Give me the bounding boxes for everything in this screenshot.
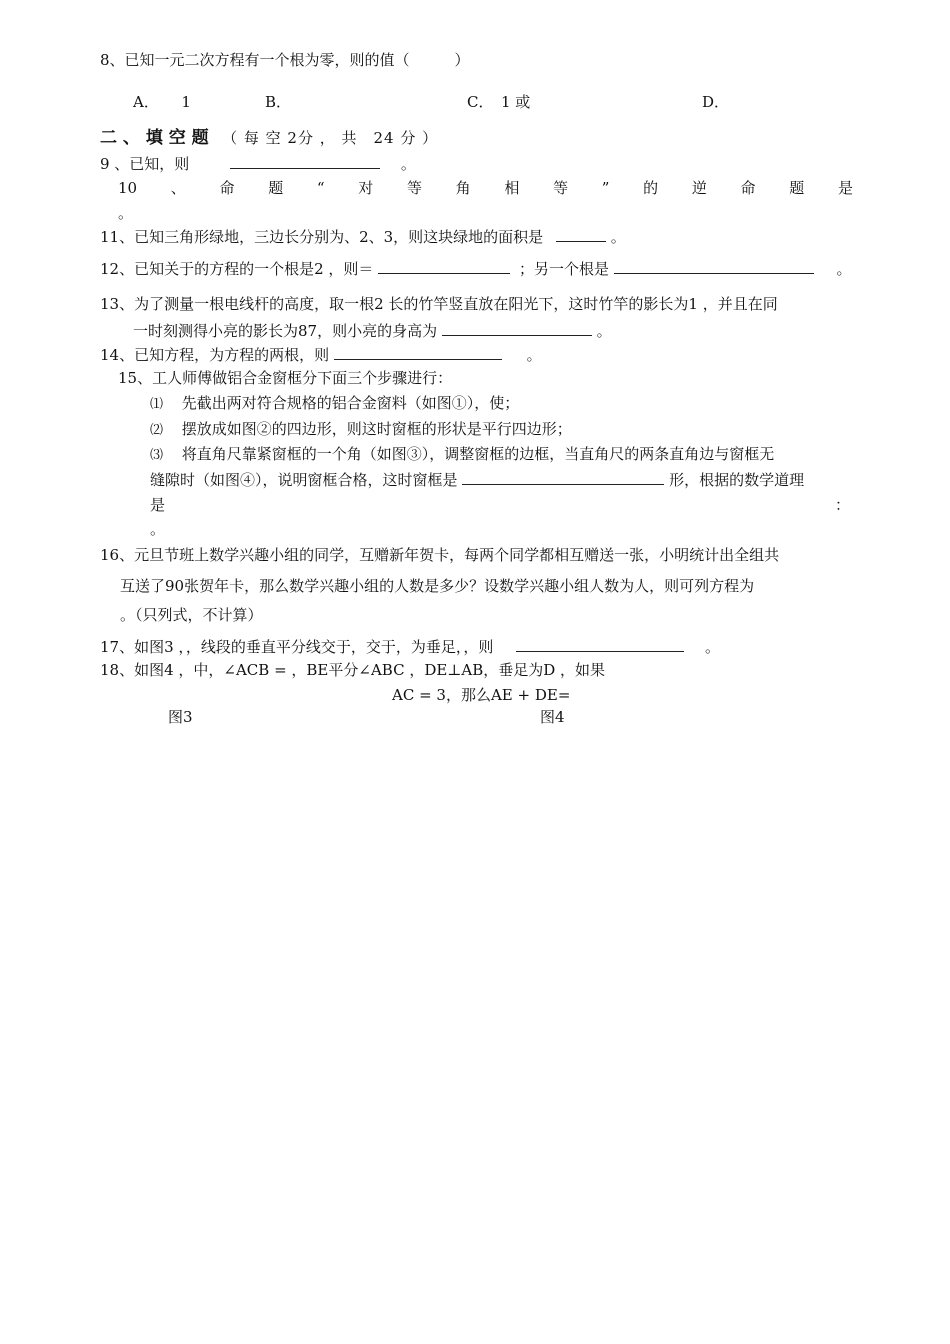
q15-step-3-line-2 — [150, 469, 804, 490]
q15-step-3-number: ⑶ — [150, 448, 164, 463]
q10-part: 等 — [406, 179, 422, 197]
figure-4-caption: 图4 — [540, 708, 565, 726]
q10-part: 对 — [358, 179, 374, 197]
question-12 — [100, 258, 852, 279]
question-18: 18、如图4 ，中，∠ACB = ，BE平分∠ABC ，DE⊥AB，垂足为D ，如果 — [100, 661, 606, 679]
q11-text: 11、已知三角形绿地，三边长分别为、2、3，则这块绿地的面积是 — [100, 228, 544, 246]
q8-option-a: A． 1 — [133, 93, 191, 111]
q10-part: 是 — [837, 179, 853, 197]
q17-answer-blank[interactable] — [516, 636, 684, 652]
q15-step-1-number: ⑴ — [150, 397, 164, 412]
q15-step-3c-text: 是 — [150, 496, 166, 514]
q13-answer-blank[interactable] — [442, 320, 592, 336]
question-13-line-2 — [133, 320, 612, 341]
q10-part: “ — [316, 179, 325, 197]
question-16-line-3: 。（只列式，不计算） — [120, 606, 263, 624]
q14-text: 14、已知方程，为方程的两根，则 — [100, 346, 330, 364]
q15-step-3b-text: 缝隙时（如图④），说明窗框合格，这时窗框是 — [150, 471, 458, 489]
q10-end: 。 — [118, 204, 134, 222]
q17-end: 。 — [704, 638, 720, 656]
q13-end: 。 — [596, 322, 612, 340]
question-10 — [118, 178, 853, 198]
q12-end: 。 — [836, 260, 852, 278]
question-11 — [100, 226, 626, 247]
section-title: 二 、 填 空 题 — [100, 128, 209, 148]
question-17 — [100, 636, 720, 657]
q12-blank-2[interactable] — [614, 258, 814, 274]
question-14 — [100, 344, 542, 365]
q15-step-2-text: 摆放成如图②的四边形，则这时窗框的形状是平行四边形； — [181, 420, 572, 438]
section-score-note: （ 每 空 2分 ， 共 24 分 ） — [222, 129, 439, 147]
q15-step-3c-end: ： — [835, 496, 851, 514]
question-9 — [100, 153, 416, 174]
q15-shape-blank[interactable] — [462, 469, 664, 485]
question-16-line-1: 16、元旦节班上数学兴趣小组的同学，互赠新年贺卡，每两个同学都相互赠送一张，小明统计出全组共 — [100, 546, 780, 564]
question-18-line-2: AC = 3，那么AE + DE= — [392, 686, 571, 704]
q12-blank-1[interactable] — [378, 258, 510, 274]
question-15-intro: 15、工人师傅做铝合金窗框分下面三个步骤进行： — [118, 369, 453, 387]
q8-option-c: C． 1 或 — [467, 93, 531, 111]
q10-part: 题 — [789, 179, 805, 197]
q14-answer-blank[interactable] — [334, 344, 502, 360]
q10-part: 的 — [643, 179, 659, 197]
q10-part: 逆 — [691, 179, 707, 197]
q15-step-2 — [150, 419, 572, 441]
q10-part: 10 — [118, 179, 138, 197]
q10-part: 等 — [553, 179, 569, 197]
q10-part: 命 — [740, 179, 756, 197]
q13-text: 一时刻测得小亮的影长为87，则小亮的身高为 — [133, 322, 438, 340]
q15-step-3d: 。 — [150, 520, 166, 538]
q11-end: 。 — [610, 228, 626, 246]
q17-text: 17、如图3 ，，线段的垂直平分线交于，交于，为垂足，，则 — [100, 638, 494, 656]
q8-option-b: B． — [265, 93, 292, 111]
q15-step-3 — [150, 444, 774, 466]
question-13-line-1: 13、为了测量一根电线杆的高度，取一根2 长的竹竿竖直放在阳光下，这时竹竿的影长为1 ，并且在同 — [100, 295, 778, 313]
question-8: 8、已知一元二次方程有一个根为零，则的值（ ） — [100, 51, 470, 69]
q8-option-d: D． — [702, 93, 730, 111]
q15-step-1 — [150, 393, 519, 415]
question-16-line-2: 互送了90张贺年卡，那么数学兴趣小组的人数是多少？设数学兴趣小组人数为人，则可列方程为 — [120, 577, 755, 595]
q10-part: 命 — [219, 179, 235, 197]
q10-part: 相 — [504, 179, 520, 197]
q11-answer-blank[interactable] — [556, 226, 606, 242]
q9-answer-blank[interactable] — [230, 153, 380, 169]
section-heading — [100, 128, 438, 148]
q10-part: 角 — [455, 179, 471, 197]
q12-mid: ；另一个根是 — [518, 260, 609, 278]
figure-3-caption: 图3 — [168, 708, 193, 726]
q9-end: 。 — [400, 155, 416, 173]
q9-text: 9 、已知，则 — [100, 155, 190, 173]
q15-step-2-number: ⑵ — [150, 423, 164, 438]
q10-part: 题 — [268, 179, 284, 197]
q12-text: 12、已知关于的方程的一个根是2 ，则＝ — [100, 260, 374, 278]
q15-step-1-text: 先截出两对符合规格的铝合金窗料（如图①），使； — [181, 394, 520, 412]
q10-part: 、 — [170, 179, 186, 197]
q15-step-3b-end: 形，根据的数学道理 — [669, 471, 805, 489]
q15-step-3-text: 将直角尺靠紧窗框的一个角（如图③），调整窗框的边框，当直角尺的两条直角边与窗框无 — [181, 445, 775, 463]
q14-end: 。 — [526, 346, 542, 364]
q10-part: ” — [601, 179, 610, 197]
